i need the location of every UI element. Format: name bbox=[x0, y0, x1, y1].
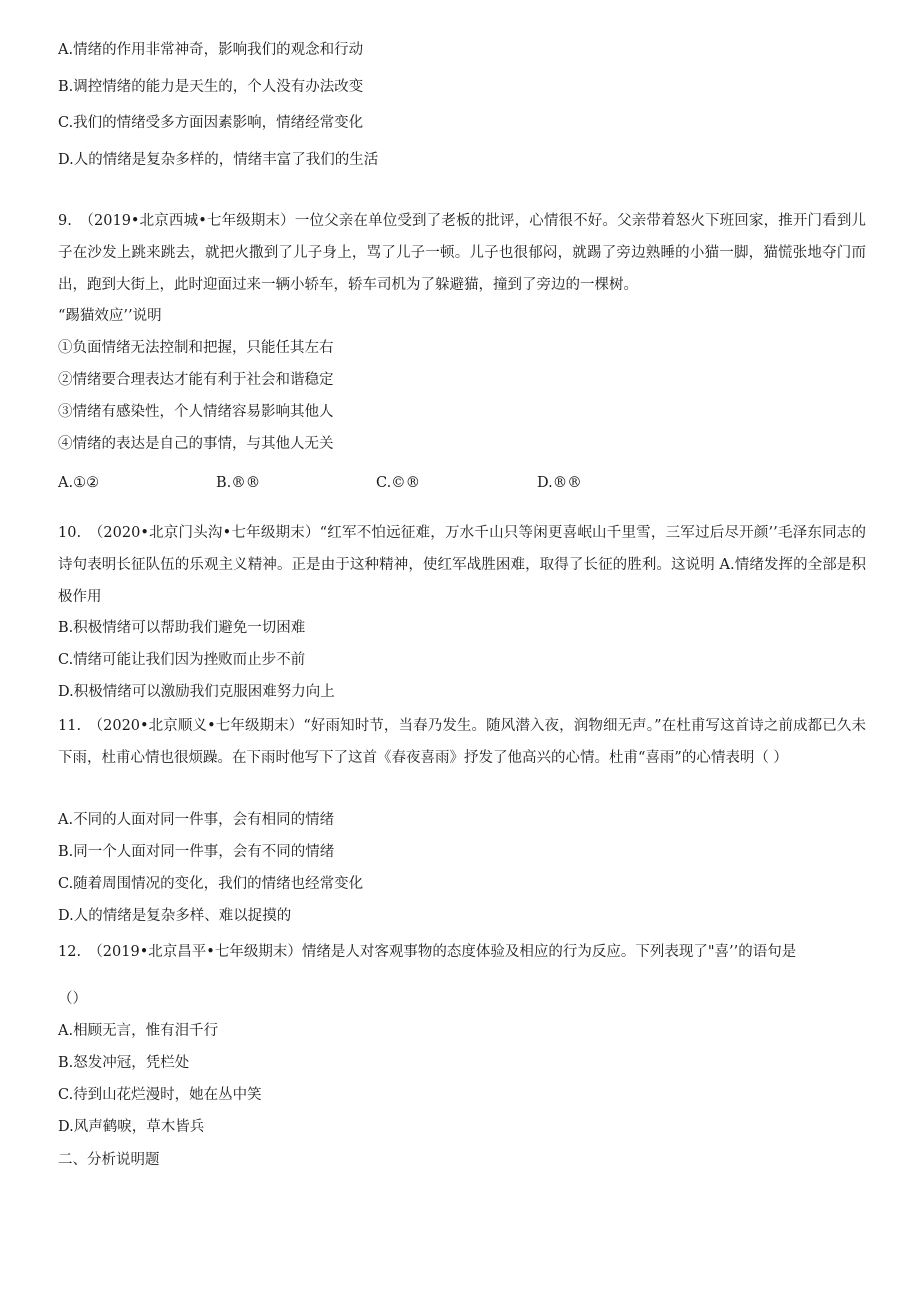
section-heading: 二、分析说明题 bbox=[58, 1152, 160, 1168]
q12-option-b: B.怒发冲冠，凭栏处 bbox=[58, 1055, 190, 1071]
q10-question-text: 10. （2020•北京门头沟•七年级期末）“红军不怕远征难，万水千山只等闲更喜岷山千里雪，三军过后尽开颜’’毛泽东同志的诗句表明长征队伍的乐观主义精神。正是由于这种精神，使红军战胜困难，取得了长征的胜利。这说明 A.情绪发挥的全部是积极作用 bbox=[58, 525, 866, 605]
q9-question-text: 9. （2019•北京西城•七年级期末）一位父亲在单位受到了老板的批评，心情很不好。父亲带着怒火下班回家，推开门看到儿子在沙发上跳来跳去，就把火撒到了儿子身上，骂了儿子一顿。儿子也很郁闷，就踢了旁边熟睡的小猫一脚，猫慌张地夺门而出，跑到大街上，此时迎面过来一辆小轿车，轿车司机为了躲避猫，撞到了旁边的一棵树。 bbox=[58, 213, 866, 293]
q9-prompt: “踢猫效应’’说明 bbox=[58, 308, 162, 324]
q8-option-b: B.调控情绪的能力是天生的，个人没有办法改变 bbox=[58, 79, 364, 95]
q10-option-b: B.积极情绪可以帮助我们避免一切困难 bbox=[58, 620, 306, 636]
q11-option-b: B.同一个人面对同一件事，会有不同的情绪 bbox=[58, 844, 335, 860]
q9-statement-2: ②情绪要合理表达才能有利于社会和谐稳定 bbox=[58, 372, 334, 388]
q10-option-c: C.情绪可能让我们因为挫败而止步不前 bbox=[58, 652, 306, 668]
q11-question-text: 11. （2020•北京顺义•七年级期末）“好雨知时节，当春乃发生。随风潜入夜，润物细无声。”在杜甫写这首诗之前成都已久未下雨，杜甫心情也很烦躁。在下雨时他写下了这首《春夜喜雨》抒发了他高兴的心情。杜甫“喜雨”的心情表明（ ） bbox=[58, 718, 866, 766]
q12-question-text: 12. （2019•北京昌平•七年级期末）情绪是人对客观事物的态度体验及相应的行为反应。下列表现了"喜’’的语句是 bbox=[58, 944, 797, 960]
q8-option-d: D.人的情绪是复杂多样的，情绪丰富了我们的生活 bbox=[58, 152, 379, 168]
q9-choice-a: A.①② bbox=[58, 475, 100, 491]
q10-option-d: D.积极情绪可以激励我们克服困难努力向上 bbox=[58, 684, 335, 700]
q9-choice-d: D.®® bbox=[537, 475, 582, 491]
q11-option-c: C.随着周围情况的变化，我们的情绪也经常变化 bbox=[58, 876, 364, 892]
q11-option-a: A.不同的人面对同一件事，会有相同的情绪 bbox=[58, 812, 335, 828]
q9-choice-c: C.©® bbox=[376, 475, 421, 491]
q9-choices bbox=[58, 473, 658, 493]
q12-answer-bracket: （） bbox=[58, 991, 87, 1007]
q12-option-d: D.风声鹤唳，草木皆兵 bbox=[58, 1119, 205, 1135]
q8-option-a: A.情绪的作用非常神奇，影响我们的观念和行动 bbox=[58, 42, 364, 58]
q8-option-c: C.我们的情绪受多方面因素影响，情绪经常变化 bbox=[58, 115, 364, 131]
q9-statement-3: ③情绪有感染性，个人情绪容易影响其他人 bbox=[58, 404, 334, 420]
q9-choice-b: B.®® bbox=[216, 475, 261, 491]
q12-option-a: A.相顾无言，惟有泪千行 bbox=[58, 1023, 219, 1039]
q12-option-c: C.待到山花烂漫时，她在丛中笑 bbox=[58, 1087, 262, 1103]
q11-option-d: D.人的情绪是复杂多样、难以捉摸的 bbox=[58, 908, 292, 924]
q9-statement-1: ①负面情绪无法控制和把握，只能任其左右 bbox=[58, 340, 334, 356]
q9-statement-4: ④情绪的表达是自己的事情，与其他人无关 bbox=[58, 436, 334, 452]
